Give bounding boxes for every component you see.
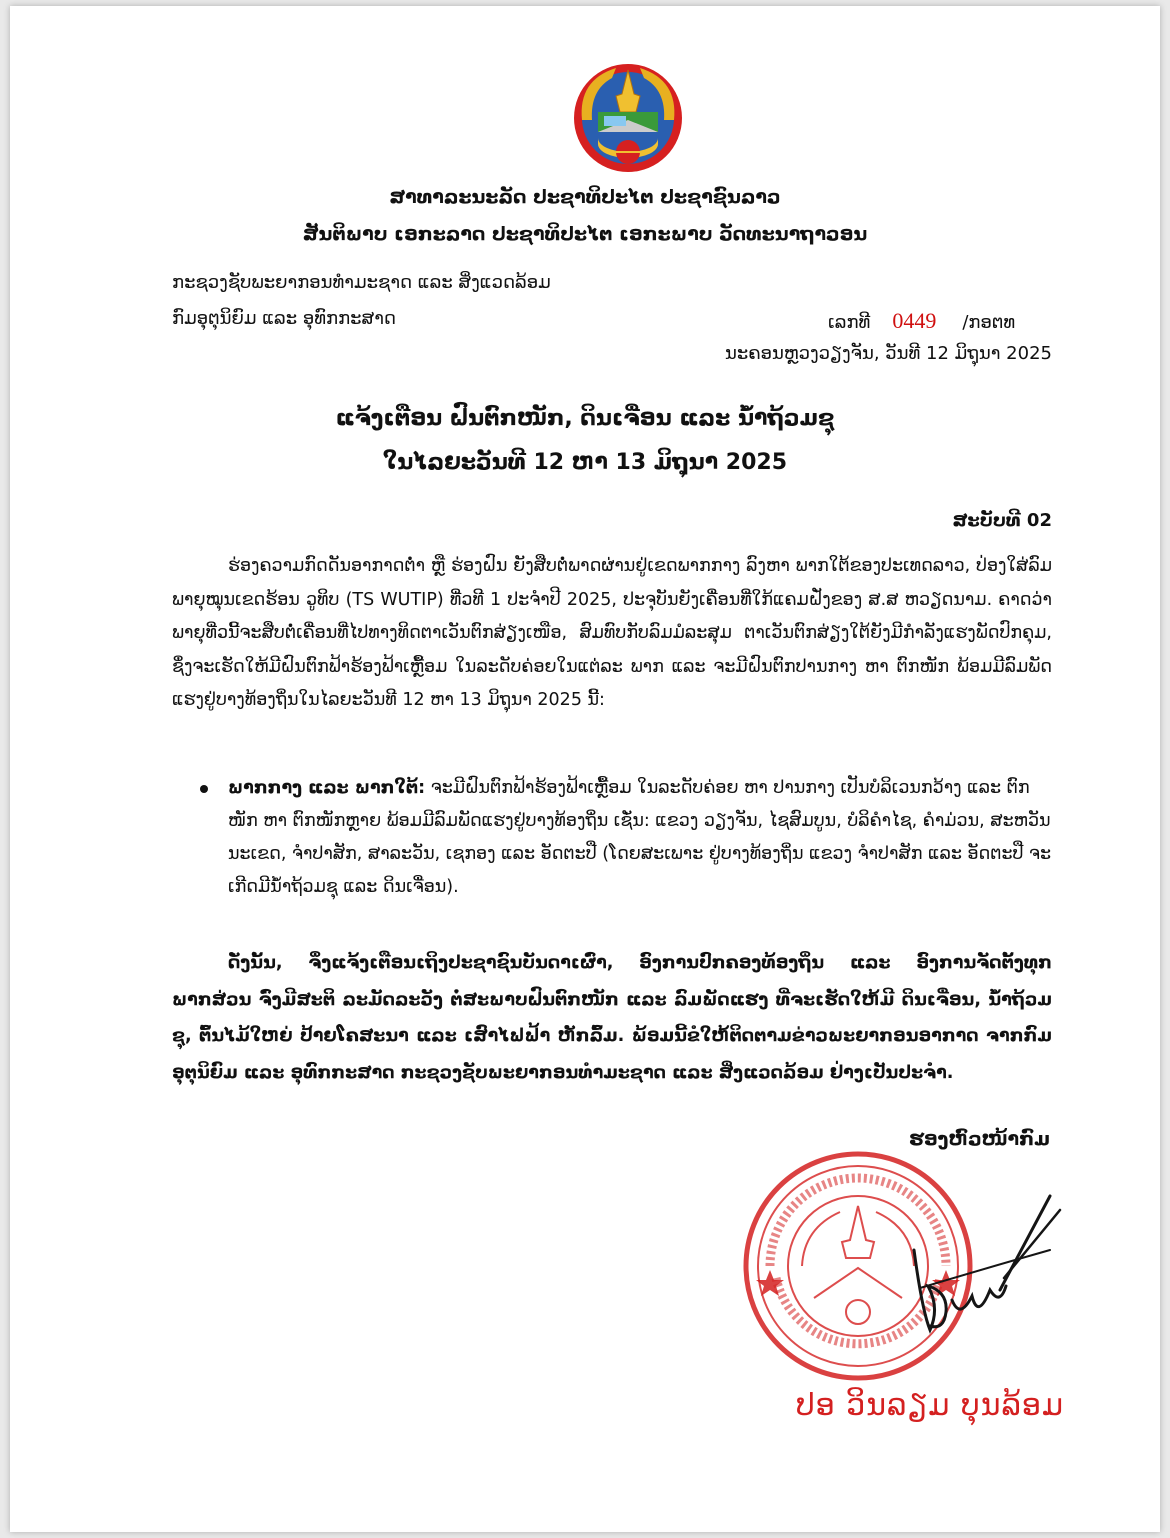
region-bullet	[200, 772, 1052, 904]
doc-number-label: ເລກທີ	[828, 312, 871, 333]
department-name: ກົມອຸຕຸນິຍົມ ແລະ ອຸທົກກະສາດ	[172, 308, 396, 329]
title-line-2: ໃນໄລຍະວັນທີ 12 ຫາ 13 ມິຖຸນາ 2025	[382, 450, 788, 475]
body-paragraph-2: ດັ່ງນັ້ນ, ຈຶ່ງແຈ້ງເຕືອນເຖິງປະຊາຊົນບັນດາເຜົ່າ, ອົງການປົກຄອງທ້ອງຖິ່ນ ແລະ ອົງການຈັດຕັ້ງທຸກພາກສ່ວນ ຈົ່ງມີສະຕິ ລະມັດລະວັງ ຕໍ່ສະພາບຝົນຕົກໜັກ ແລະ ລົມພັດແຮງ ທີ່ຈະເຮັດໃຫ້ມີ ດິນເຈື່ອນ, ນ້ຳຖ້ວມຊຸ, ຕົ້ນໄມ້ໃຫຍ່ ປ້າຍໂຄສະນາ ແລະ ເສົາໄຟຟ້າ ຫັກລົ້ມ. ພ້ອມນີ້ຂໍໃຫ້ຕິດຕາມຂ່າວພະຍາກອນອາກາດ ຈາກກົມອຸຕຸນິຍົມ ແລະ ອຸທົກກະສາດ ກະຊວງຊັບພະຍາກອນທຳມະຊາດ ແລະ ສິ່ງແວດລ້ອມ ຢ່າງເປັນປະຈຳ.	[172, 953, 1052, 1083]
signature-icon	[900, 1190, 1070, 1340]
signer-name: ປອ ວິນລຽມ ບຸນລ້ອມ	[796, 1388, 1064, 1423]
document-number	[828, 308, 1015, 334]
national-motto: ສັນຕິພາບ ເອກະລາດ ປະຊາທິປະໄຕ ເອກະພາບ ວັດທະນາຖາວອນ	[302, 223, 868, 245]
body-paragraph-1: ຮ່ອງຄວາມກົດດັນອາກາດຕ່ຳ ຫຼື ຮ່ອງຝົນ ຍັງສືບຕໍ່ພາດຜ່ານຢູ່ເຂດພາກກາງ ລົງຫາ ພາກໃຕ້ຂອງປະເທດລາວ, ປ່ອງໃສ່ລົມພາຍຸໝຸນເຂດຮ້ອນ ວູທິບ (TS WUTIP) ທີ່ວທີ 1 ປະຈຳປີ 2025, ປະຈຸບັນຍັງເຄື່ອນທີ່ໃກ້ແຄມຝັ່ງຂອງ ສ.ສ ຫວຽດນາມ. ຄາດວ່າພາຍຸທີ່ວນີ້ຈະສືບຕໍ່ເຄື່ອນທີ່ໄປທາງທິດຕາເວັນຕົກສ່ຽງເໜືອ, ສົມທົບກັບລົມມໍລະສຸມ ຕາເວັນຕົກສ່ຽງໃຕ້ຍັງມີກຳລັງແຮງພັດປົກຄຸມ, ຊຶ່ງຈະເຮັດໃຫ້ມີຝົນຕົກຟ້າຮ້ອງຟ້າເຫຼື້ອມ ໃນລະດັບຄ່ອຍໃນແຕ່ລະ ພາກ ແລະ ຈະມີຝົນຕົກປານກາງ ຫາ ຕົກໜັກ ພ້ອມມີລົມພັດແຮງຢູ່ບາງທ້ອງຖິ່ນໃນໄລຍະວັນທີ 12 ຫາ 13 ມິຖຸນາ 2025 ນີ້:	[172, 556, 1052, 711]
doc-number-suffix: /ກອຕທ	[962, 312, 1016, 333]
doc-number-value: 0449	[892, 308, 937, 333]
bullet-content	[228, 772, 1052, 904]
signer-position: ຮອງຫົວໜ້າກົມ	[909, 1128, 1050, 1150]
ministry-name: ກະຊວງຊັບພະຍາກອນທຳມະຊາດ ແລະ ສິ່ງແວດລ້ອມ	[172, 272, 551, 293]
national-emblem-icon	[568, 60, 688, 180]
title-line-1: ແຈ້ງເຕືອນ ຝົນຕົກໜັກ, ດິນເຈື່ອນ ແລະ ນ້ຳຖ້ວມຊຸ	[335, 406, 835, 431]
date-line: ນະຄອນຫຼວງວຽງຈັນ, ວັນທີ 12 ມິຖຸນາ 2025	[725, 343, 1052, 364]
bullet-label: ພາກກາງ ແລະ ພາກໃຕ້:	[228, 778, 426, 798]
bullet-text: ຈະມີຝົນຕົກຟ້າຮ້ອງຟ້າເຫຼື້ອມ ໃນລະດັບຄ່ອຍ ຫາ ປານກາງ ເປັນບໍລິເວນກວ້າງ ແລະ ຕົກໜັກ ຫາ ຕົກໜັກຫຼາຍ ພ້ອມມີລົມພັດແຮງຢູ່ບາງທ້ອງຖິ່ນ ເຊັ່ນ: ແຂວງ ວຽງຈັນ, ໄຊສົມບູນ, ບໍລິຄຳໄຊ, ຄຳມ່ວນ, ສະຫວັນນະເຂດ, ຈຳປາສັກ, ສາລະວັນ, ເຊກອງ ແລະ ອັດຕະປື (ໂດຍສະເພາະ ຢູ່ບາງທ້ອງຖິ່ນ ແຂວງ ຈຳປາສັກ ແລະ ອັດຕະປື ຈະເກີດມີນ້ຳຖ້ວມຊຸ ແລະ ດິນເຈື່ອນ).	[228, 778, 1052, 897]
edition-number: ສະບັບທີ 02	[952, 510, 1052, 531]
bullet-dot-icon	[200, 785, 208, 793]
country-name: ສາທາລະນະລັດ ປະຊາທິປະໄຕ ປະຊາຊົນລາວ	[389, 186, 781, 208]
